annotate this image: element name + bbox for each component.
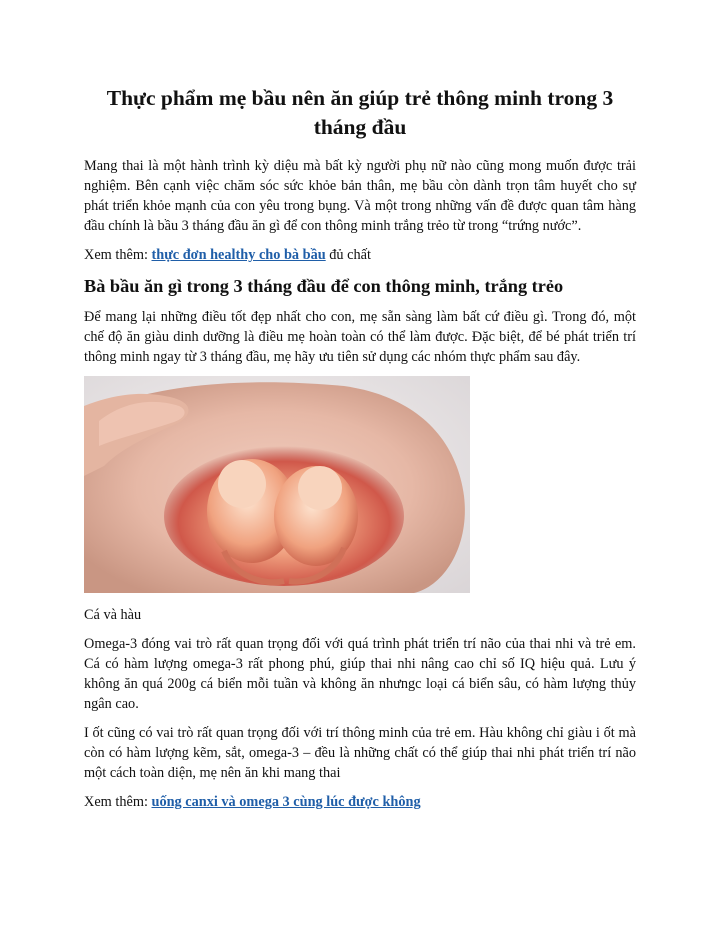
calcium-omega3-link[interactable]: uống canxi và omega 3 cùng lúc được không — [151, 794, 421, 810]
twin-fetus-illustration — [84, 376, 470, 593]
section-intro-paragraph: Để mang lại những điều tốt đẹp nhất cho con, mẹ sẵn sàng làm bất cứ điều gì. Trong đó, một chế độ ăn giàu dinh dưỡng là điều mẹ hoàn toàn có thể làm được. Đặc biệt, để bé phát triển trí thông minh ngay từ 3 tháng đầu, mẹ hãy ưu tiên sử dụng các nhóm thực phẩm sau đây. — [84, 309, 636, 365]
healthy-menu-link[interactable]: thực đơn healthy cho bà bầu — [151, 247, 326, 263]
iodine-paragraph: I ốt cũng có vai trò rất quan trọng đối với trí thông minh của trẻ em. Hàu không chỉ giàu i ốt mà còn có hàm lượng kẽm, sắt, omega-3 – đều là những chất có thể giúp thai nhi phát triển trí não một cách toàn diện, mẹ nên ăn khi mang thai — [84, 725, 636, 781]
see-more-line-1 — [84, 245, 636, 265]
page-title: Thực phẩm mẹ bầu nên ăn giúp trẻ thông minh trong 3 tháng đầu — [106, 86, 614, 139]
intro-paragraph: Mang thai là một hành trình kỳ diệu mà bất kỳ người phụ nữ nào cũng mong muốn được trải nghiệm. Bên cạnh việc chăm sóc sức khỏe bản thân, mẹ bầu còn dành trọn tâm huyết cho sự phát triển khỏe mạnh của con yêu trong bụng. Và một trong những vấn đề được quan tâm hàng đầu chính là bầu 3 tháng đầu ăn gì để con thông minh trắng trẻo từ trong “trứng nước”. — [84, 158, 636, 234]
see-more-line-2 — [84, 792, 636, 812]
see-more-prefix: Xem thêm: — [84, 247, 152, 263]
fetus-photo — [84, 376, 470, 593]
image-caption: Cá và hàu — [84, 607, 142, 623]
see-more-suffix: đủ chất — [325, 247, 371, 263]
omega3-paragraph: Omega-3 đóng vai trò rất quan trọng đối với quá trình phát triển trí não của thai nhi và trẻ em. Cá có hàm lượng omega-3 rất phong phú, giúp thai nhi nâng cao chỉ số IQ hiệu quả. Lưu ý không ăn quá 200g cá biển mỗi tuần và không ăn nhưngc loại cá biển sâu, có hàm lượng thủy ngân cao. — [84, 636, 636, 712]
see-more-prefix-2: Xem thêm: — [84, 794, 152, 810]
document-page — [84, 84, 636, 821]
section-heading: Bà bầu ăn gì trong 3 tháng đầu để con thông minh, trắng trẻo — [84, 276, 564, 296]
